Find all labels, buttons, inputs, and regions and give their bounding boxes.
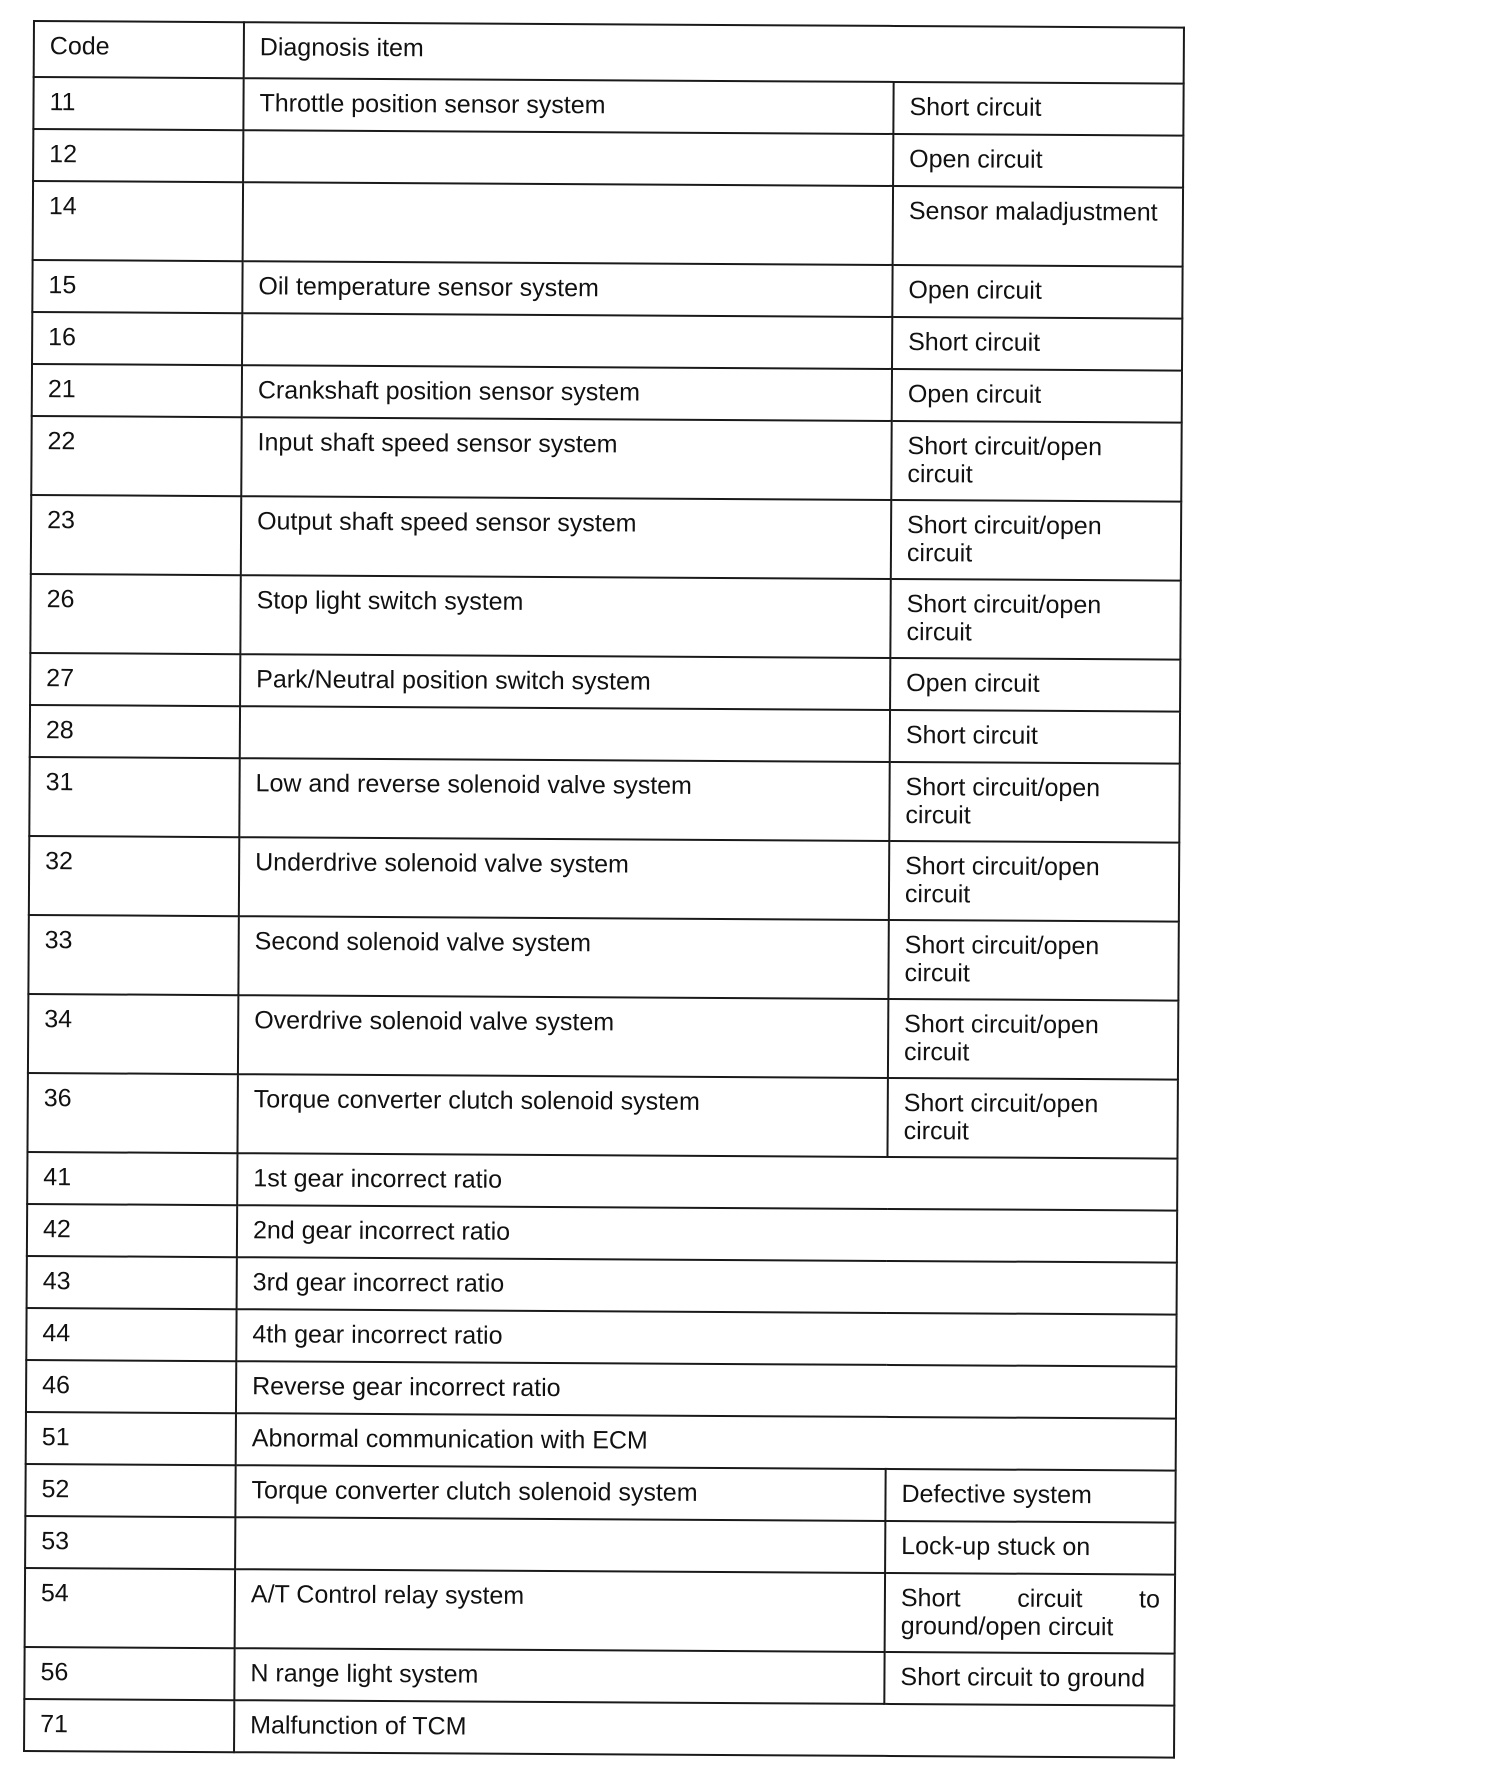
table-row <box>29 757 1179 843</box>
code-cell: 27 <box>30 653 240 706</box>
code-cell: 46 <box>26 1360 236 1413</box>
table-row <box>27 1073 1177 1159</box>
condition-cell: Open circuit <box>892 265 1182 319</box>
table-row <box>24 1699 1174 1758</box>
code-cell: 36 <box>27 1073 237 1153</box>
diagnosis-item-cell <box>240 706 890 762</box>
table-header-row <box>34 21 1184 84</box>
condition-word: circuit <box>1017 1584 1083 1614</box>
code-cell: 53 <box>25 1516 235 1569</box>
code-cell: 14 <box>33 181 243 261</box>
diagnosis-item-cell: Throttle position sensor system <box>243 78 893 134</box>
code-cell: 31 <box>29 757 239 837</box>
condition-cell: Short circuit <box>893 82 1183 136</box>
table-row <box>33 129 1183 188</box>
table-row <box>27 1256 1177 1315</box>
condition-word: Short <box>900 1584 961 1613</box>
diagnosis-item-cell: Reverse gear incorrect ratio <box>236 1361 1176 1418</box>
table-row <box>28 915 1178 1001</box>
table-row <box>26 1308 1176 1367</box>
table-row <box>27 1152 1177 1211</box>
table-row <box>32 312 1182 371</box>
diagnosis-item-cell: 4th gear incorrect ratio <box>236 1309 1176 1366</box>
condition-cell: Short circuit to ground <box>884 1652 1174 1706</box>
diagnosis-item-cell: 3rd gear incorrect ratio <box>237 1257 1177 1314</box>
diagnosis-item-cell: Input shaft speed sensor system <box>241 417 891 500</box>
code-cell: 42 <box>27 1204 237 1257</box>
table-row <box>33 181 1183 267</box>
table-row <box>30 705 1180 764</box>
diagnosis-item-cell <box>243 130 893 186</box>
diagnosis-code-sheet <box>23 20 1183 1774</box>
condition-cell: Open circuit <box>892 369 1182 423</box>
condition-word: to <box>1138 1585 1161 1614</box>
diagnosis-item-cell: N range light system <box>234 1648 884 1704</box>
diagnosis-item-cell: Crankshaft position sensor system <box>242 365 892 421</box>
table-row <box>27 1204 1177 1263</box>
diagnosis-item-cell: Overdrive solenoid valve system <box>238 995 888 1078</box>
code-cell: 52 <box>25 1464 235 1517</box>
table-row <box>30 574 1180 660</box>
table-row <box>26 1360 1176 1419</box>
diagnosis-item-cell: Low and reverse solenoid valve system <box>239 758 889 841</box>
condition-cell: Short circuit/open circuit <box>890 579 1180 660</box>
diagnosis-item-cell <box>243 182 893 265</box>
diagnosis-item-cell: Torque converter clutch solenoid system <box>235 1465 885 1521</box>
table-row <box>25 1464 1175 1523</box>
condition-cell: Short circuit <box>892 317 1182 371</box>
diagnosis-item-cell <box>242 313 892 369</box>
code-cell: 54 <box>25 1568 235 1648</box>
diagnosis-item-cell: Torque converter clutch solenoid system <box>237 1074 887 1157</box>
code-cell: 26 <box>30 574 240 654</box>
condition-cell: Open circuit <box>893 134 1183 188</box>
diagnosis-code-table <box>23 20 1185 1759</box>
diagnosis-item-cell: Output shaft speed sensor system <box>241 496 891 579</box>
condition-cell: Short circuit/open circuit <box>889 841 1179 922</box>
code-cell: 34 <box>28 994 238 1074</box>
condition-cell: Defective system <box>885 1469 1175 1523</box>
diagnosis-item-cell: Abnormal communication with ECM <box>236 1413 1176 1470</box>
code-cell: 22 <box>31 416 241 496</box>
code-cell: 28 <box>30 705 240 758</box>
code-cell: 56 <box>24 1647 234 1700</box>
table-row <box>32 260 1182 319</box>
diagnosis-item-cell <box>235 1517 885 1573</box>
table-row <box>26 1412 1176 1471</box>
diagnosis-item-cell: 1st gear incorrect ratio <box>237 1153 1177 1210</box>
table-row <box>33 77 1183 136</box>
diagnosis-item-cell: Malfunction of TCM <box>234 1700 1174 1757</box>
condition-cell: Sensor maladjustment <box>893 186 1183 267</box>
table-row <box>29 836 1179 922</box>
condition-first-line <box>901 1584 1160 1613</box>
table-row <box>28 994 1178 1080</box>
diagnosis-item-cell: Second solenoid valve system <box>238 916 888 999</box>
code-cell: 11 <box>33 77 243 130</box>
condition-cell: Lock-up stuck on <box>885 1521 1175 1575</box>
header-diagnosis-item: Diagnosis item <box>244 22 1184 83</box>
code-cell: 32 <box>29 836 239 916</box>
condition-cell: Short circuit <box>890 710 1180 764</box>
diagnosis-item-cell: Oil temperature sensor system <box>242 261 892 317</box>
table-row <box>32 364 1182 423</box>
code-cell: 51 <box>26 1412 236 1465</box>
diagnosis-item-cell: Park/Neutral position switch system <box>240 654 890 710</box>
table-row <box>25 1568 1175 1654</box>
code-cell: 33 <box>28 915 238 995</box>
condition-cell: Short circuit/open circuit <box>888 920 1178 1001</box>
code-cell: 16 <box>32 312 242 365</box>
code-cell: 21 <box>32 364 242 417</box>
condition-cell <box>885 1573 1175 1654</box>
code-cell: 43 <box>27 1256 237 1309</box>
table-row <box>30 653 1180 712</box>
code-cell: 44 <box>26 1308 236 1361</box>
code-cell: 23 <box>31 495 241 575</box>
code-cell: 15 <box>32 260 242 313</box>
diagnosis-item-cell: A/T Control relay system <box>235 1569 885 1652</box>
condition-cell: Short circuit/open circuit <box>888 999 1178 1080</box>
header-code: Code <box>34 21 244 78</box>
diagnosis-item-cell: 2nd gear incorrect ratio <box>237 1205 1177 1262</box>
diagnosis-item-cell: Underdrive solenoid valve system <box>239 837 889 920</box>
table-row <box>24 1647 1174 1706</box>
table-row <box>31 495 1181 581</box>
table-row <box>31 416 1181 502</box>
code-cell: 12 <box>33 129 243 182</box>
code-cell: 41 <box>27 1152 237 1205</box>
condition-cell: Short circuit/open circuit <box>891 500 1181 581</box>
diagnosis-item-cell: Stop light switch system <box>240 575 890 658</box>
condition-cell: Short circuit/open circuit <box>891 421 1181 502</box>
table-row <box>25 1516 1175 1575</box>
condition-cell: Short circuit/open circuit <box>889 762 1179 843</box>
condition-second-line: ground/open circuit <box>900 1612 1114 1642</box>
condition-cell: Open circuit <box>890 658 1180 712</box>
condition-cell: Short circuit/open circuit <box>887 1078 1177 1159</box>
code-cell: 71 <box>24 1699 234 1752</box>
